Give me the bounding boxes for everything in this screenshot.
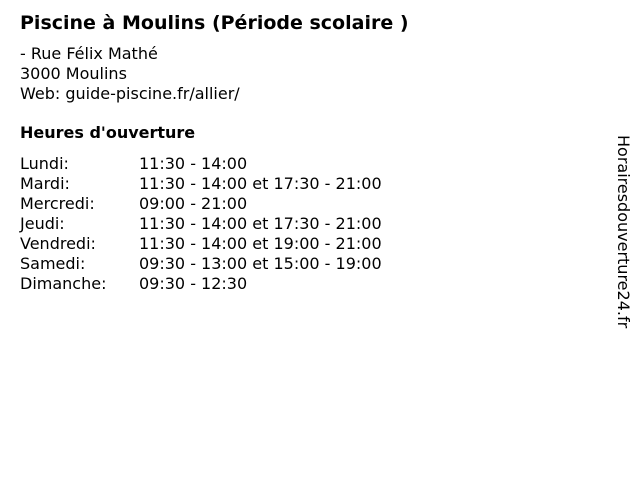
time-range: 09:30 - 12:30 (139, 274, 248, 293)
page-title: Piscine à Moulins (Période scolaire ) (20, 12, 409, 34)
time-range: 11:30 - 14:00 et 17:30 - 21:00 (139, 174, 382, 193)
time-range: 11:30 - 14:00 et 19:00 - 21:00 (139, 234, 382, 253)
time-range: 09:00 - 21:00 (139, 194, 248, 213)
day-label: Jeudi: (20, 214, 65, 233)
day-label: Lundi: (20, 154, 69, 173)
day-label: Samedi: (20, 254, 86, 273)
time-range: 11:30 - 14:00 et 17:30 - 21:00 (139, 214, 382, 233)
time-range: 11:30 - 14:00 (139, 154, 248, 173)
day-label: Mardi: (20, 174, 70, 193)
website-link[interactable]: Web: guide-piscine.fr/allier/ (20, 84, 240, 103)
city-address: 3000 Moulins (20, 64, 127, 83)
time-range: 09:30 - 13:00 et 15:00 - 19:00 (139, 254, 382, 273)
site-watermark: Horairesdouverture24.fr (614, 135, 633, 329)
day-label: Vendredi: (20, 234, 96, 253)
day-label: Dimanche: (20, 274, 107, 293)
hours-heading: Heures d'ouverture (20, 123, 196, 142)
day-label: Mercredi: (20, 194, 95, 213)
street-address: - Rue Félix Mathé (20, 44, 158, 63)
address-block (20, 44, 240, 104)
